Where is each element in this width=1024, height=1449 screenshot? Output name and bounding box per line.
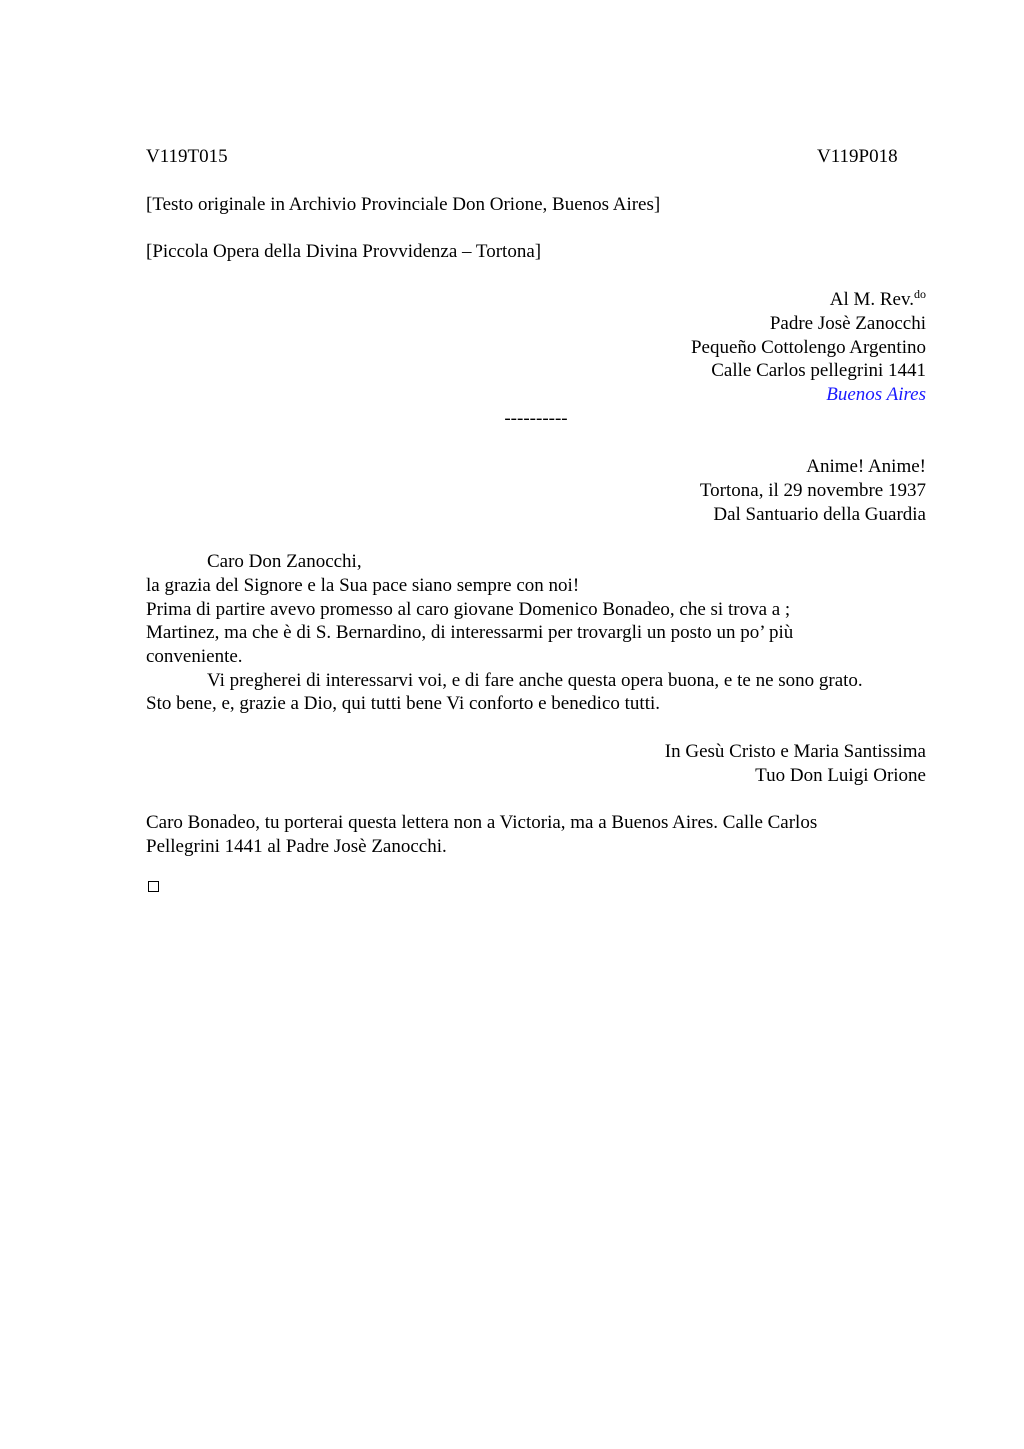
address-city: Buenos Aires — [826, 384, 926, 405]
body-line-6: Sto bene, e, grazie a Dio, qui tutti bene Vi conforto e benedico tutti. — [146, 693, 661, 714]
body-line-3: Martinez, ma che è di S. Bernardino, di interessarmi per trovargli un posto un po’ più — [146, 622, 794, 643]
motto: Anime! Anime! — [806, 456, 926, 477]
closing-line-1: In Gesù Cristo e Maria Santissima — [664, 741, 926, 762]
address-line-4: Calle Carlos pellegrini 1441 — [711, 360, 926, 381]
address-line-2: Padre Josè Zanocchi — [769, 313, 926, 334]
body-line-5: Vi pregherei di interessarvi voi, e di fare anche questa opera buona, e te ne sono grato. — [207, 670, 863, 691]
body-line-2: Prima di partire avevo promesso al caro giovane Domenico Bonadeo, che si trova a ; — [146, 599, 791, 620]
address-line-1 — [830, 288, 926, 312]
address-line-1-text: Al M. Rev. — [829, 289, 914, 310]
end-square-icon — [148, 881, 159, 892]
body-line-4: conveniente. — [146, 646, 243, 667]
document-code-right: V119P018 — [817, 146, 898, 167]
body-line-1: la grazia del Signore e la Sua pace siano sempre con noi! — [146, 575, 580, 596]
document-code-left: V119T015 — [146, 146, 228, 167]
place-date: Tortona, il 29 novembre 1937 — [699, 480, 926, 501]
postscript-line-1: Caro Bonadeo, tu porterai questa lettera non a Victoria, ma a Buenos Aires. Calle Carlos — [146, 812, 818, 833]
separator: ---------- — [504, 408, 568, 429]
letterhead: [Piccola Opera della Divina Provvidenza – Tortona] — [146, 241, 542, 262]
signature: Tuo Don Luigi Orione — [755, 765, 926, 786]
address-line-3: Pequeño Cottolengo Argentino — [690, 337, 926, 358]
salutation: Caro Don Zanocchi, — [207, 551, 362, 572]
origin: Dal Santuario della Guardia — [713, 504, 926, 525]
archive-note: [Testo originale in Archivio Provinciale Don Orione, Buenos Aires] — [146, 194, 661, 215]
postscript-line-2: Pellegrini 1441 al Padre Josè Zanocchi. — [146, 836, 447, 857]
address-line-1-superscript: do — [914, 287, 926, 301]
